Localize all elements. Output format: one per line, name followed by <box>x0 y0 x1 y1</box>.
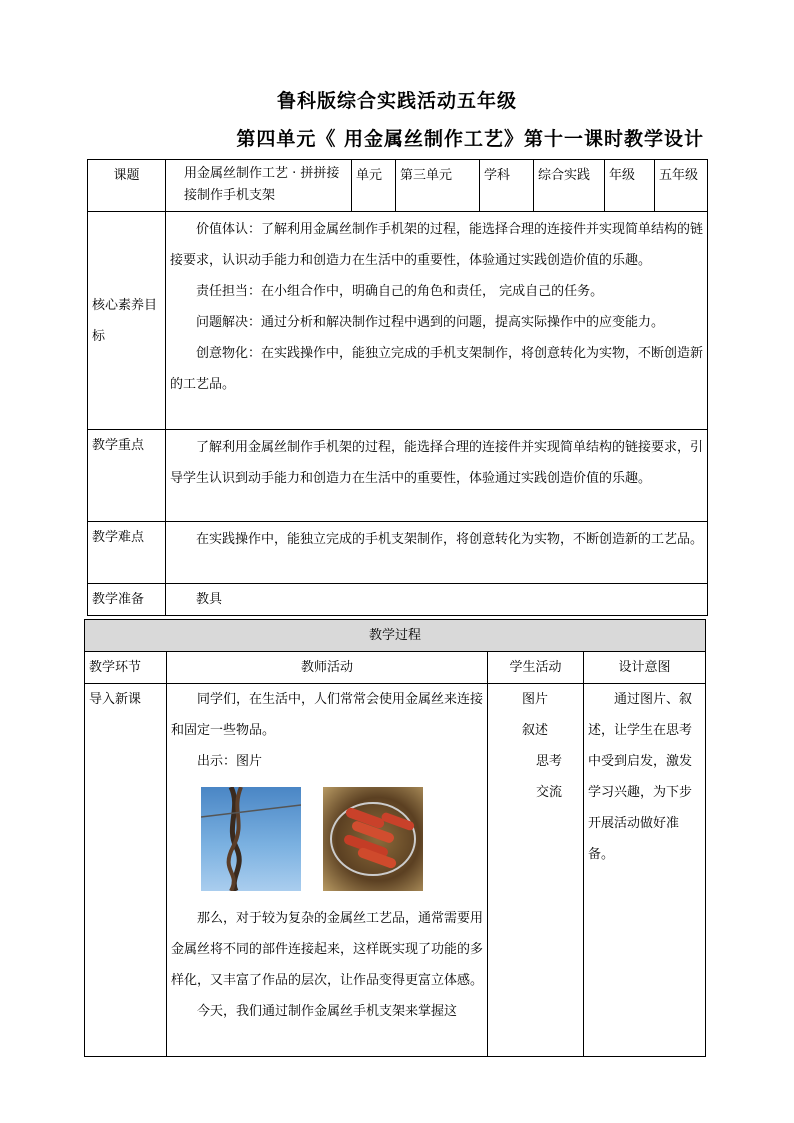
teacher-paragraph-4: 今天，我们通过制作金属丝手机支架来掌握这 <box>197 1004 458 1019</box>
stage-cell: 导入新课 <box>85 684 167 1057</box>
document-title: 鲁科版综合实践活动五年级 <box>276 90 517 112</box>
grilled-sausage-photo <box>323 787 423 891</box>
subject-label: 学科 <box>480 160 534 212</box>
process-title: 教学过程 <box>85 620 706 652</box>
student-activity-1: 图片 <box>522 692 549 707</box>
preparation-label: 教学准备 <box>88 584 166 616</box>
lesson-label: 课题 <box>88 160 166 212</box>
difficult-points-text: 在实践操作中，能独立完成的手机支架制作，将创意转化为实物，不断创造新的工艺品。 <box>166 522 708 584</box>
student-activity-3: 思考 <box>536 754 563 769</box>
preparation-text: 教具 <box>166 584 708 616</box>
difficult-points-label: 教学难点 <box>88 522 166 584</box>
core-value-paragraph: 价值体认：了解利用金属丝制作手机架的过程，能选择合理的连接件并实现简单结构的链接要求，认识动手能力和创造力在生活中的重要性，体验通过实践创造价值的乐趣。 <box>170 222 704 268</box>
core-responsibility-paragraph: 责任担当：在小组合作中，明确自己的角色和责任， 完成自己的任务。 <box>196 284 604 299</box>
key-points-label: 教学重点 <box>88 430 166 522</box>
image-row <box>171 777 483 903</box>
subject-value: 综合实践 <box>534 160 605 212</box>
col-stage-header: 教学环节 <box>85 652 167 684</box>
core-problem-solving-paragraph: 问题解决：通过分析和解决制作过程中遇到的问题，提高实际操作中的应变能力。 <box>196 315 665 330</box>
grade-label: 年级 <box>605 160 655 212</box>
col-teacher-header: 教师活动 <box>167 652 488 684</box>
key-points-text: 了解利用金属丝制作手机架的过程，能选择合理的连接件并实现简单结构的链接要求，引导学生认识到动手能力和创造力在生活中的重要性，体验通过实践创造价值的乐趣。 <box>166 430 708 522</box>
lesson-info-table <box>87 159 708 616</box>
teacher-paragraph-1: 同学们，在生活中，人们常常会使用金属丝来连接和固定一些物品。 <box>171 692 484 738</box>
unit-label: 单元 <box>352 160 396 212</box>
teaching-process-table <box>84 619 706 1057</box>
document-subtitle: 第四单元《 用金属丝制作工艺》第十一课时教学设计 <box>236 128 704 150</box>
design-intent-text: 通过图片、叙述，让学生在思考中受到启发，激发学习兴趣，为下步开展活动做好准备。 <box>584 684 706 1057</box>
lesson-value: 用金属丝制作工艺 · 拼拼接接制作手机支架 <box>166 160 352 212</box>
wire-twist-photo <box>201 787 301 891</box>
grade-value: 五年级 <box>655 160 708 212</box>
student-activity-4: 交流 <box>536 785 563 800</box>
student-activity-2: 叙述 <box>522 723 549 738</box>
col-student-header: 学生活动 <box>488 652 584 684</box>
teacher-paragraph-2: 出示：图片 <box>197 754 263 769</box>
teacher-paragraph-3: 那么，对于较为复杂的金属丝工艺品，通常需要用金属丝将不同的部件连接起来，这样既实现了功能的多样化，又丰富了作品的层次，让作品变得更富立体感。 <box>171 911 484 988</box>
core-creativity-paragraph: 创意物化：在实践操作中，能独立完成的手机支架制作，将创意转化为实物，不断创造新的工艺品。 <box>170 346 704 392</box>
core-label: 核心素养目标 <box>88 212 166 430</box>
col-intent-header: 设计意图 <box>584 652 706 684</box>
unit-value: 第三单元 <box>396 160 480 212</box>
